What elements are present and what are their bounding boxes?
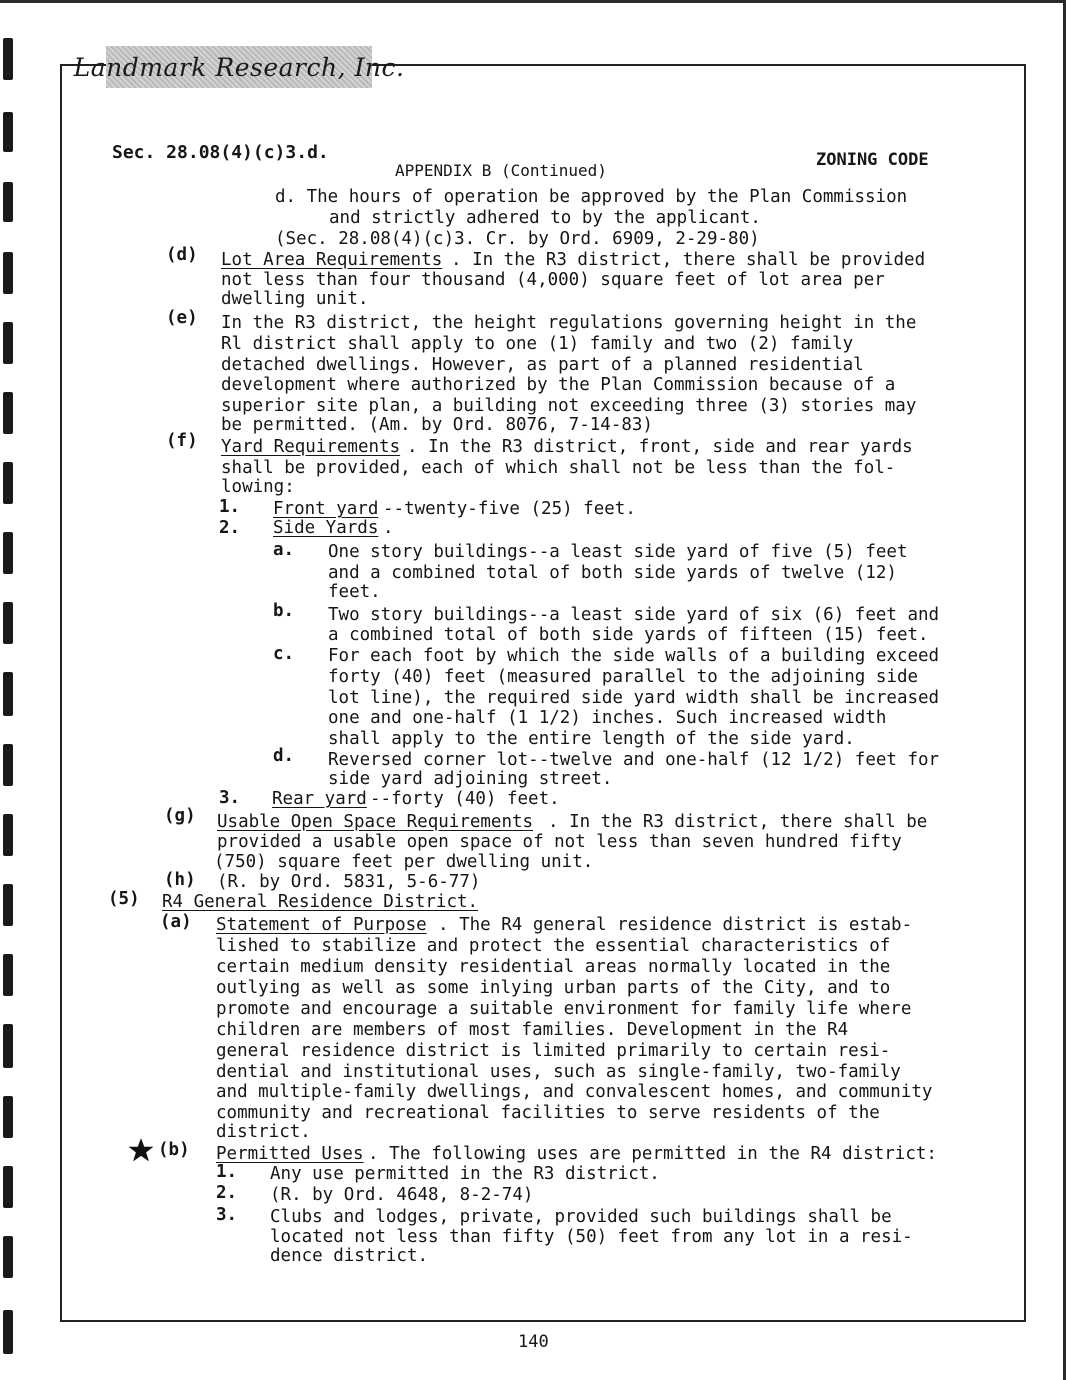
text-line: (R. by Ord. 4648, 8-2-74) <box>270 1185 534 1205</box>
text-line: certain medium density residential areas normally located in the <box>216 957 891 977</box>
binding-hole <box>3 1024 13 1068</box>
item-number: 1. <box>216 1162 238 1182</box>
text-line: . The following uses are permitted in the R4 district: <box>368 1144 937 1164</box>
text-line: lowing: <box>221 477 295 497</box>
text-line: lot line), the required side yard width shall be increased <box>328 688 940 708</box>
text-line: promote and encourage a suitable environment for family life where <box>216 999 912 1019</box>
text-line: and a combined total of both side yards of twelve (12) <box>328 563 897 583</box>
item-label: (g) <box>164 806 196 826</box>
item-number: d. <box>273 746 295 766</box>
text-line: dwelling unit. <box>221 289 369 309</box>
binding-hole <box>3 744 13 786</box>
item-label: (e) <box>166 308 198 328</box>
item-label: (h) <box>164 870 196 890</box>
text-line: d. The hours of operation be approved by the Plan Commission <box>275 187 908 207</box>
binding-hole <box>3 112 13 152</box>
text-line: . In the R3 district, there shall be <box>548 812 928 832</box>
binding-hole <box>3 1096 13 1138</box>
text-line: side yard adjoining street. <box>328 769 613 789</box>
text-line: one and one-half (1 1/2) inches. Such increased width <box>328 708 887 728</box>
company-logo <box>73 46 405 88</box>
text-line: . The R4 general residence district is estab- <box>438 915 913 935</box>
text-line: detached dwellings. However, as part of a planned residential <box>221 355 864 375</box>
text-line: shall apply to the entire length of the side yard. <box>328 729 855 749</box>
item-label: (b) <box>158 1140 190 1160</box>
text-line: provided a usable open space of not less than seven hundred fifty <box>217 832 902 852</box>
item-number: 3. <box>219 788 241 808</box>
binding-hole <box>3 38 13 80</box>
binding-hole <box>3 1166 13 1208</box>
text-line: Clubs and lodges, private, provided such buildings shall be <box>270 1207 892 1227</box>
item-number: b. <box>273 601 295 621</box>
text-line: Any use permitted in the R3 district. <box>270 1164 660 1184</box>
text-line: development where authorized by the Plan Commission because of a <box>221 375 896 395</box>
item-label: (a) <box>160 912 192 932</box>
text-line: . In the R3 district, front, side and rear yards <box>407 437 913 457</box>
text-line: dence district. <box>270 1246 429 1266</box>
binding-hole <box>3 814 13 856</box>
item-label: (f) <box>166 431 198 451</box>
item-number: 2. <box>216 1183 238 1203</box>
text-line: (750) square feet per dwelling unit. <box>214 852 594 872</box>
page-top-edge <box>0 0 1066 3</box>
section-heading: Front yard <box>273 499 379 519</box>
binding-hole <box>3 462 13 504</box>
item-number: c. <box>273 644 295 664</box>
text-line: forty (40) feet (measured parallel to the adjoining side <box>328 667 919 687</box>
text-line: lished to stabilize and protect the essential characteristics of <box>216 936 891 956</box>
section-heading: Lot Area Requirements <box>221 250 443 270</box>
text-line: located not less than fifty (50) feet from any lot in a resi- <box>270 1227 913 1247</box>
text-line: district. <box>216 1122 311 1142</box>
text-line: (R. by Ord. 5831, 5-6-77) <box>217 872 481 892</box>
section-heading: Statement of Purpose <box>216 915 427 935</box>
binding-hole <box>3 532 13 574</box>
text-line: (Sec. 28.08(4)(c)3. Cr. by Ord. 6909, 2-29-80) <box>275 229 760 249</box>
text-line: shall be provided, each of which shall not be less than the fol- <box>221 458 896 478</box>
text-line: For each foot by which the side walls of a building exceed <box>328 646 940 666</box>
text-line: . <box>383 518 394 538</box>
text-line: Rl district shall apply to one (1) family and two (2) family <box>221 334 854 354</box>
appendix-title: APPENDIX B (Continued) <box>395 161 607 180</box>
text-line: dential and institutional uses, such as single-family, two-family <box>216 1062 901 1082</box>
binding-hole <box>3 322 13 364</box>
text-line: Reversed corner lot--twelve and one-half (12 1/2) feet for <box>328 750 940 770</box>
binding-hole <box>3 672 13 716</box>
binding-hole <box>3 392 13 434</box>
section-heading: Permitted Uses <box>216 1144 364 1164</box>
binding-hole <box>3 1310 13 1354</box>
section-heading: Side Yards <box>273 518 379 538</box>
text-line: Two story buildings--a least side yard of six (6) feet and <box>328 605 940 625</box>
star-icon <box>128 1137 154 1163</box>
section-heading: Usable Open Space Requirements <box>217 812 534 832</box>
text-line: community and recreational facilities to serve residents of the <box>216 1103 880 1123</box>
item-label: (d) <box>166 245 198 265</box>
text-line: . In the R3 district, there shall be provided <box>451 250 926 270</box>
binding-hole <box>3 182 13 222</box>
binding-hole <box>3 1236 13 1278</box>
text-line: a combined total of both side yards of fifteen (15) feet. <box>328 625 929 645</box>
section-reference: Sec. 28.08(4)(c)3.d. <box>112 142 329 163</box>
text-line: --forty (40) feet. <box>370 789 560 809</box>
text-line: outlying as well as some inlying urban parts of the City, and to <box>216 978 891 998</box>
text-line: feet. <box>328 582 381 602</box>
section-heading: Rear yard <box>272 789 367 809</box>
item-number: 3. <box>216 1205 238 1225</box>
text-line: general residence district is limited primarily to certain resi- <box>216 1041 891 1061</box>
text-line: children are members of most families. Development in the R4 <box>216 1020 849 1040</box>
text-line: and strictly adhered to by the applicant. <box>329 208 761 228</box>
item-number: 1. <box>219 497 241 517</box>
text-line: superior site plan, a building not exceeding three (3) stories may <box>221 396 917 416</box>
item-number: 2. <box>219 518 241 538</box>
binding-hole <box>3 884 13 926</box>
logo-text: Landmark Research, Inc. <box>73 52 405 82</box>
text-line: not less than four thousand (4,000) square feet of lot area per <box>221 270 885 290</box>
text-line: and multiple-family dwellings, and convalescent homes, and community <box>216 1082 933 1102</box>
page-number: 140 <box>518 1332 549 1352</box>
binding-hole <box>3 954 13 996</box>
binding-hole <box>3 252 13 294</box>
section-number: (5) <box>108 889 140 909</box>
section-heading: R4 General Residence District. <box>162 892 479 912</box>
binding-hole <box>3 602 13 644</box>
text-line: --twenty-five (25) feet. <box>383 499 636 519</box>
text-line: be permitted. (Am. by Ord. 8076, 7-14-83) <box>221 415 653 435</box>
section-heading: Yard Requirements <box>221 437 401 457</box>
text-line: One story buildings--a least side yard of five (5) feet <box>328 542 908 562</box>
code-name: ZONING CODE <box>816 150 929 170</box>
item-number: a. <box>273 540 295 560</box>
text-line: In the R3 district, the height regulations governing height in the <box>221 313 917 333</box>
